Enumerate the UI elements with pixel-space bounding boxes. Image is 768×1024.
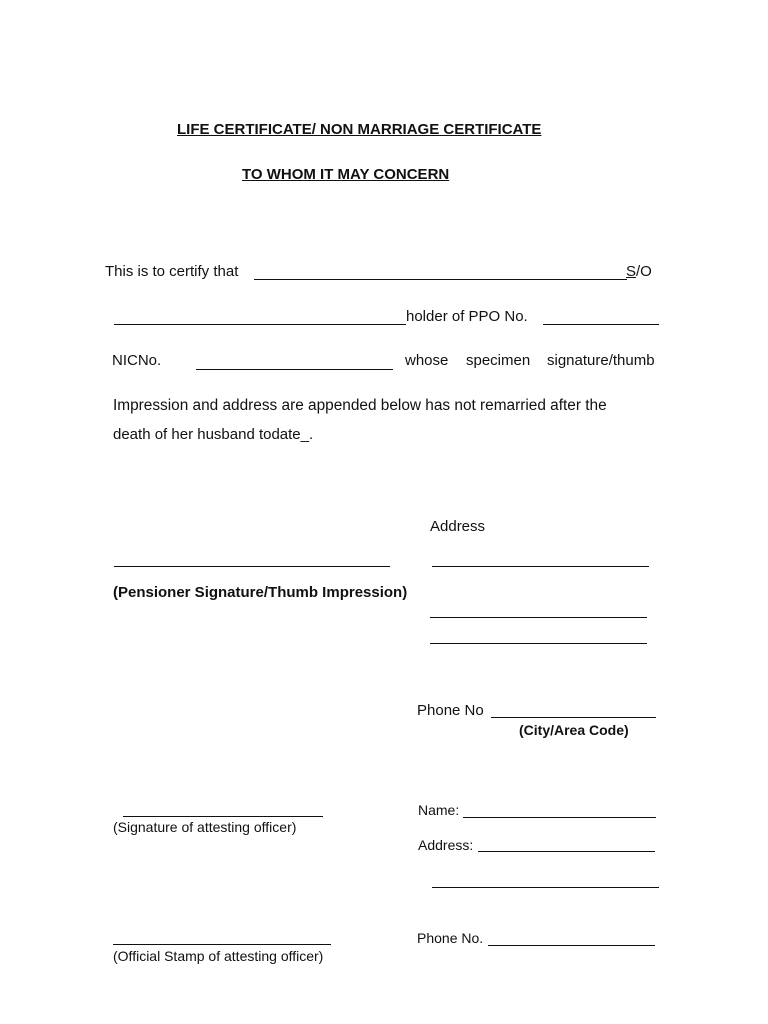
nic-label: NICNo.: [112, 352, 162, 369]
pensioner-address-blank-3: [430, 643, 647, 644]
officer-address-blank-2: [432, 887, 659, 888]
ppo-number-blank: [543, 324, 659, 325]
pensioner-signature-caption: (Pensioner Signature/Thumb Impression): [113, 584, 408, 601]
impression-line: Impression and address are appended below has not remarried after the: [113, 397, 607, 414]
pensioner-phone-label: Phone No: [417, 702, 484, 719]
son-of-rest: /O: [636, 263, 652, 280]
pensioner-address-blank-2: [430, 617, 647, 618]
whose-word: whose: [405, 352, 449, 369]
officer-name-label: Name:: [418, 802, 460, 818]
document-subtitle: TO WHOM IT MAY CONCERN: [242, 166, 450, 183]
officer-name-blank: [463, 817, 656, 818]
certify-prefix: This is to certify that: [105, 263, 239, 280]
city-area-code-caption: (City/Area Code): [519, 722, 629, 738]
official-stamp-blank: [113, 944, 331, 945]
pensioner-address-label: Address: [430, 518, 486, 535]
officer-signature-blank: [123, 816, 323, 817]
document-title: LIFE CERTIFICATE/ NON MARRIAGE CERTIFICATE: [177, 121, 542, 138]
person-name-blank: [254, 279, 627, 280]
signature-thumb-word: signature/thumb: [547, 352, 655, 369]
official-stamp-caption: (Official Stamp of attesting officer): [113, 948, 324, 964]
death-line: death of her husband todate_.: [113, 426, 314, 443]
pensioner-address-blank-1: [432, 566, 649, 567]
officer-signature-caption: (Signature of attesting officer): [113, 819, 297, 835]
officer-address-blank-1: [478, 851, 655, 852]
son-of-s: S: [626, 263, 637, 280]
son-of-label: [626, 263, 652, 281]
pensioner-phone-blank: [491, 717, 656, 718]
holder-ppo-label: holder of PPO No.: [406, 308, 528, 325]
officer-phone-blank: [488, 945, 655, 946]
specimen-word: specimen: [466, 352, 531, 369]
officer-phone-label: Phone No.: [417, 930, 484, 946]
father-name-blank: [114, 324, 406, 325]
nic-number-blank: [196, 369, 393, 370]
officer-address-label: Address:: [418, 837, 474, 853]
pensioner-signature-blank: [114, 566, 390, 567]
